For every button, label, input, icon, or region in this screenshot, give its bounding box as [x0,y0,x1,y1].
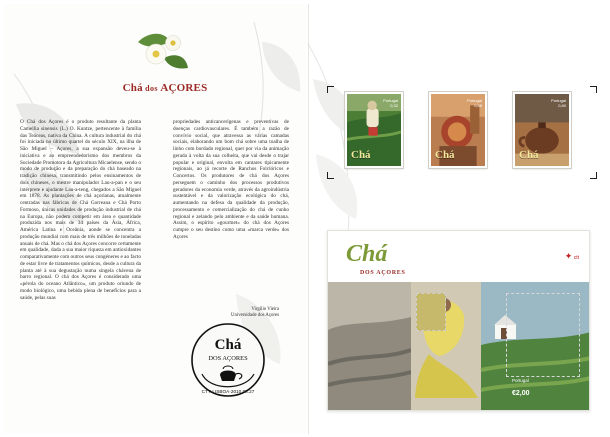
stamp-country: Portugal [467,98,482,103]
tea-flower-illustration [136,24,190,72]
sheet-small-stamp [416,293,446,331]
sheet-title: Chá [346,241,388,267]
sheet-price: €2,00 [512,390,530,397]
stamp-country-value [383,98,398,108]
crop-mark [327,172,328,179]
crop-mark [327,178,334,179]
signature-name: Virgílio Vieira [251,307,279,312]
postmark-subtitle: DOS AÇORES [208,355,248,362]
sheet-country: Portugal [512,378,529,383]
postmark-ring-text: CTT·LISBOA·2010.08.27 [201,389,255,394]
stamp-value: 0,68 [474,103,482,108]
title-place: AÇORES [160,82,208,94]
stamp-country-value [467,98,482,108]
stamp-value: 0,32 [390,103,398,108]
signature-org: Universidade dos Açores [231,313,279,318]
stamp-teapot [513,92,571,168]
crop-mark [327,86,328,93]
stamp-tea-room [429,92,487,168]
stamp-value: 0,80 [558,103,566,108]
stamp-label: Chá [435,149,455,161]
ctt-logo-text: ctt [573,255,579,261]
sheet-subtitle: DOS AÇORES [360,270,406,276]
postmark-name: Chá [214,337,242,353]
body-column-2: propriedades anticancerígenas e preventivas de doenças cardiovasculares. É também a razão de convívio social, que atravessa as várias camadas sociais, elaborando um bom chá sobre uma toalha de linho com bordado regional, quer por via da animação gerada à volta da sua colheita, que vai desde o trajar popular e original, envolta em cantares tipicamente regionais, ao já recorte de Ranchos Folclóricos e Concertos. Os produtores de chá dos Açores perseguem o caminho dos processos produtivos geradores da economia verde, através da agroindústria sustentável e da valorização ecológica do chá, aumentando na defesa da qualidade da produção, processamento e comercialização do chá de cunho regional e zelando pelo ambiente e da saúde humana. Assim, o espírito «gourmet» do chá dos Açores cumpre o seu destino como uma «marca verde» dos Açores [173,119,289,240]
title-connector: dos [142,84,161,93]
body-column-1: O Chá dos Açores é o produto resultante da planta Camellia sinensis (L.) O. Kuntze, pertencente à família das Teáceas, nativa da China. A cultura industrial do chá foi iniciada no último quartel do século XIX, na ilha de São Miguel – Açores, a sua expansão deveu-se à iniciativa e ao empreendedorismo dos membros da Sociedade Promotora da Agricultura Micaelense, sendo o modo de produção e da preparação do chá baseado na tradição chinesa, transmitindo pelos ensinamentos de dois chineses, o mestre manipulador Lau-a-pan e o seu intérprete e ajudante Lau-a-teng, chegados a São Miguel em 1878. As plantações de chá açorianas, atualmente centradas nas fábricas de Chá Gorreana e Chá Porto Formoso, únicas unidades de produção industrial de chá na Europa, não podem competir em área e quantidade produzida nos mais de 34 países da Ásia, África, América Latina e Oceânia, aonde se concentra a produção mundial com mais de três milhões de toneladas anuais de chá. Mas o chá dos Açores concorre certamente em qualidade, dada a sua maior riqueza em antioxidantes comparativamente com outros seus congéneres e ao facto de estar livre de tratamentos químicos, desde a cultura da planta até à sua degustação numa singela chávena de barro regional. O chá dos Açores é considerado uma «pérola do oceano Atlântico», um produto oriundo de modo biológico, uma bebida plena de benefícios para a saúde, pelas suas [20,119,141,301]
stamp-country: Portugal [383,98,398,103]
crop-mark [596,172,597,179]
crop-mark [327,86,334,87]
stamp-country-value [551,98,566,108]
souvenir-sheet [327,230,590,411]
stamp-label: Chá [519,149,539,161]
sheet-stamp-perforation [506,293,580,377]
cancellation-postmark [190,318,266,416]
stamp-label: Chá [351,149,371,161]
title-main: Chá [122,82,143,94]
ctt-logo [565,251,579,262]
ctt-logo-symbol: ✦ [564,251,573,261]
stamp-tea-picker [345,92,403,168]
crop-mark [596,86,597,93]
stamp-country: Portugal [551,98,566,103]
brochure-title [110,82,220,94]
